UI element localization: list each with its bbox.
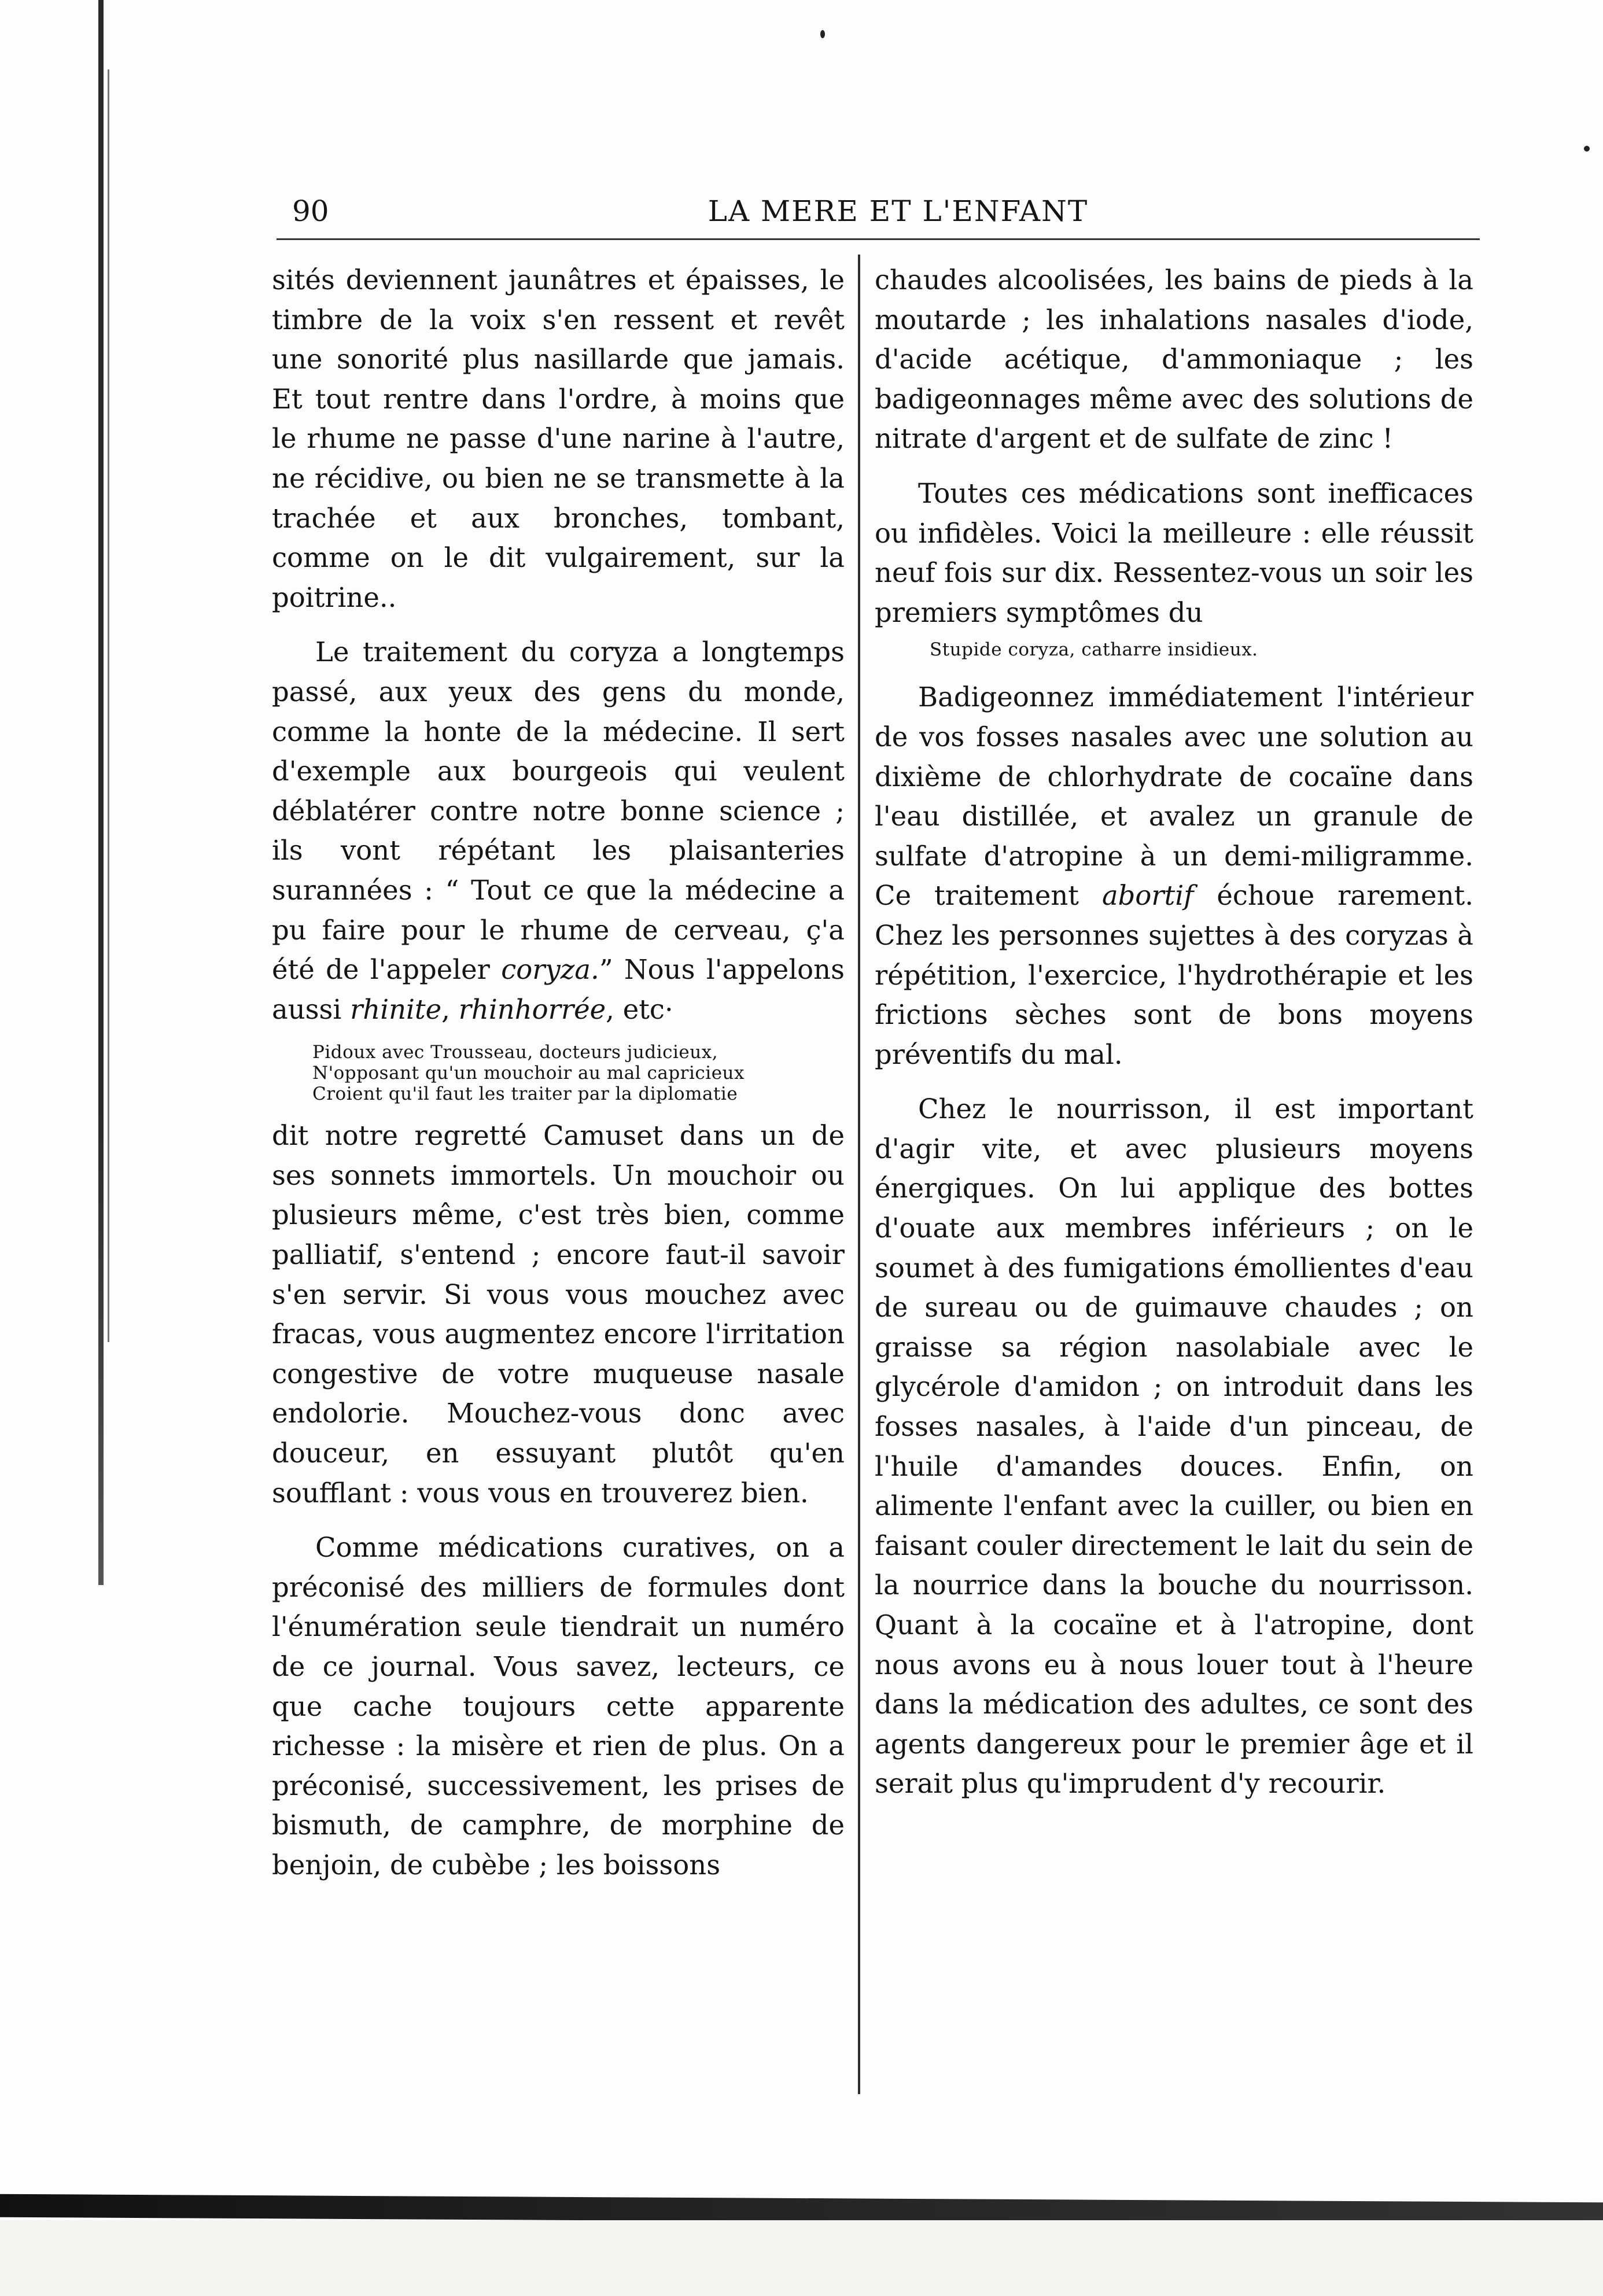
- paragraph-text: échoue rarement. Chez les personnes sujettes à des coryzas à répétition, l'exercice, l'hydrothérapie et les frictions sèches sont de bons moyens préventifs du mal.: [875, 880, 1473, 1070]
- paragraph-text: Le traitement du coryza a longtemps passé, aux yeux des gens du monde, comme la honte de la médecine. Il sert d'exemple aux bourgeois qui veulent déblatérer contre notre bonne science ; ils vont répétant les plaisanteries surannées : “ Tout ce que la médecine a pu faire pour le rhume de cerveau, ç'a été de l'appeler: [272, 636, 845, 986]
- column-rule: [858, 255, 860, 2094]
- paragraph: [875, 677, 1473, 1074]
- header-rule: [277, 238, 1480, 240]
- running-title: LA MERE ET L'ENFANT: [707, 194, 1089, 228]
- ink-speck: [1584, 146, 1590, 152]
- page-margin-bottom: [0, 2220, 1603, 2296]
- verse-quote: [272, 1042, 845, 1104]
- italic-term: rhinite: [350, 993, 442, 1025]
- ink-speck: [820, 30, 825, 38]
- separator: ,: [441, 993, 459, 1025]
- verse-quote: [875, 639, 1473, 660]
- italic-term: abortif: [1101, 880, 1194, 912]
- binding-edge: [98, 0, 104, 1585]
- italic-term: coryza.: [501, 954, 599, 986]
- page-number: 90: [292, 194, 329, 228]
- right-column: [875, 260, 1473, 1804]
- verse-line: N'opposant qu'un mouchoir au mal capricieux: [312, 1063, 745, 1084]
- paragraph: Chez le nourrisson, il est important d'agir vite, et avec plusieurs moyens énergiques. On lui applique des bottes d'ouate aux membres inférieurs ; on le soumet à des fumigations émollientes d'eau de sureau ou de guimauve chaudes ; on graisse sa région nasolabiale avec le glycérole d'amidon ; on introduit dans les fosses nasales, à l'aide d'un pinceau, de l'huile d'amandes douces. Enfin, on alimente l'enfant avec la cuiller, ou bien en faisant couler directement le lait du sein de la nourrice dans la bouche du nourrisson. Quant à la cocaïne et à l'atropine, dont nous avons eu à nous louer tout à l'heure dans la médication des adultes, ce sont des agents dangereux pour le premier âge et il serait plus qu'imprudent d'y recourir.: [875, 1093, 1473, 1800]
- italic-term: rhinhorrée: [458, 993, 606, 1025]
- binding-shadow: [108, 69, 109, 1342]
- paragraph: chaudes alcoolisées, les bains de pieds à la moutarde ; les inhalations nasales d'iode, d'acide acétique, d'ammoniaque ; les badigeonnages même avec des solutions de nitrate d'argent et de sulfate de zinc !: [875, 264, 1473, 455]
- left-column: [272, 260, 845, 1885]
- paragraph: [272, 632, 845, 1029]
- paragraph-text: ” Nous l'appelons aussi: [272, 954, 845, 1025]
- verse-line: Stupide coryza, catharre insidieux.: [930, 639, 1258, 661]
- running-head: [292, 191, 1481, 231]
- verse-line: Pidoux avec Trousseau, docteurs judicieux,: [312, 1042, 718, 1063]
- paragraph: Comme médications curatives, on a préconisé des milliers de formules dont l'énumération seule tiendrait un numéro de ce journal. Vous savez, lecteurs, ce que cache toujours cette apparente richesse : la misère et rien de plus. On a préconisé, successivement, les prises de bismuth, de camphre, de morphine de benjoin, de cubèbe ; les boissons: [272, 1532, 845, 1881]
- paragraph-text: , etc·: [606, 993, 673, 1025]
- paragraph: sités deviennent jaunâtres et épaisses, le timbre de la voix s'en ressent et revêt une sonorité plus nasillarde que jamais. Et tout rentre dans l'ordre, à moins que le rhume ne passe d'une narine à l'autre, ne récidive, ou bien ne se transmette à la trachée et aux bronches, tombant, comme on le dit vulgairement, sur la poitrine..: [272, 264, 845, 613]
- paragraph-text: Badigeonnez immédiatement l'intérieur de vos fosses nasales avec une solution au dixième de chlorhydrate de cocaïne dans l'eau distillée, et avalez un granule de sulfate d'atropine à un demi-miligramme. Ce traitement: [875, 681, 1473, 912]
- verse-line: Croient qu'il faut les traiter par la diplomatie: [312, 1083, 738, 1105]
- paragraph: dit notre regretté Camuset dans un de ses sonnets immortels. Un mouchoir ou plusieurs même, c'est très bien, comme palliatif, s'entend ; encore faut-il savoir s'en servir. Si vous vous mouchez avec fracas, vous augmentez encore l'irritation congestive de votre muqueuse nasale endolorie. Mouchez-vous donc avec douceur, en essuyant plutôt qu'en soufflant : vous vous en trouverez bien.: [272, 1120, 845, 1509]
- paragraph: Toutes ces médications sont inefficaces ou infidèles. Voici la meilleure : elle réussit neuf fois sur dix. Ressentez-vous un soir les premiers symptômes du: [875, 477, 1473, 628]
